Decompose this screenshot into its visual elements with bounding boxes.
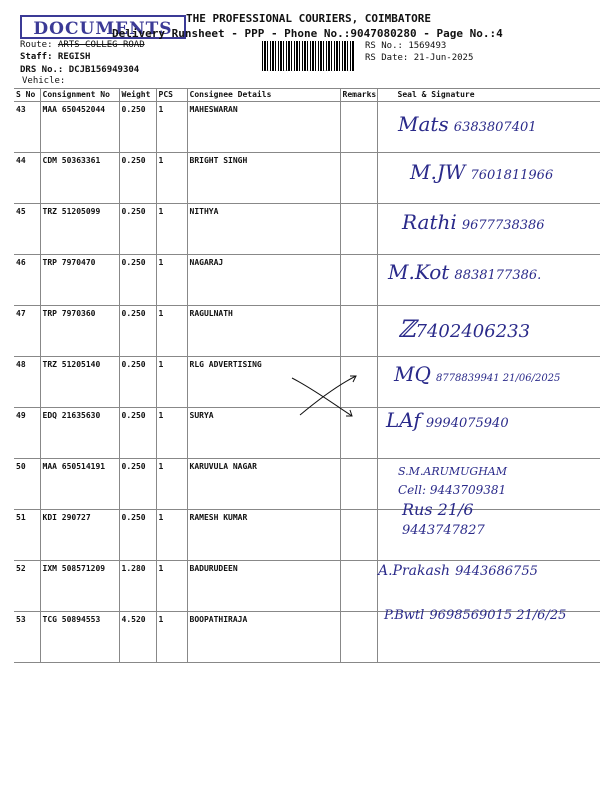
cell-sno: 49 bbox=[14, 408, 40, 459]
handwritten-signature: A.Prakash 9443686755 bbox=[378, 563, 538, 579]
handwritten-signature: Rathi 9677738386 bbox=[402, 210, 545, 234]
cell-pcs: 1 bbox=[156, 204, 187, 255]
cell-weight: 0.250 bbox=[119, 153, 156, 204]
handwritten-signature: ℤ7402406233 bbox=[398, 315, 531, 343]
cell-consignment: IXM 508571209 bbox=[40, 561, 119, 612]
handwritten-signature: P.Bwtl 9698569015 21/6/25 bbox=[384, 608, 567, 623]
cell-remarks bbox=[340, 153, 377, 204]
col-weight: Weight bbox=[119, 89, 156, 102]
cell-pcs: 1 bbox=[156, 153, 187, 204]
cell-weight: 1.280 bbox=[119, 561, 156, 612]
cell-remarks bbox=[340, 459, 377, 510]
cell-weight: 0.250 bbox=[119, 102, 156, 153]
cell-remarks bbox=[340, 102, 377, 153]
cell-pcs: 1 bbox=[156, 306, 187, 357]
cell-consignee: NITHYA bbox=[187, 204, 340, 255]
cell-consignment: MAA 650514191 bbox=[40, 459, 119, 510]
staff-line: Staff: REGISH bbox=[20, 52, 91, 62]
cell-consignee: MAHESWARAN bbox=[187, 102, 340, 153]
cell-weight: 0.250 bbox=[119, 459, 156, 510]
cell-weight: 0.250 bbox=[119, 408, 156, 459]
cell-weight: 0.250 bbox=[119, 204, 156, 255]
cell-consignee: KARUVULA NAGAR bbox=[187, 459, 340, 510]
cell-consignment: KDI 290727 bbox=[40, 510, 119, 561]
table-row bbox=[14, 459, 600, 510]
vehicle-line: Vehicle: bbox=[22, 76, 66, 86]
handwritten-signature: MQ 8778839941 21/06/2025 bbox=[394, 362, 561, 386]
cell-consignee: NAGARAJ bbox=[187, 255, 340, 306]
cell-sno: 45 bbox=[14, 204, 40, 255]
cell-pcs: 1 bbox=[156, 612, 187, 663]
cell-sno: 52 bbox=[14, 561, 40, 612]
cell-consignment: EDQ 21635630 bbox=[40, 408, 119, 459]
cell-consignment: TRZ 51205099 bbox=[40, 204, 119, 255]
col-pcs: PCS bbox=[156, 89, 187, 102]
handwritten-signature: LAf 9994075940 bbox=[386, 408, 509, 432]
cell-remarks bbox=[340, 306, 377, 357]
cell-consignment: MAA 650452044 bbox=[40, 102, 119, 153]
cell-remarks bbox=[340, 561, 377, 612]
cell-weight: 0.250 bbox=[119, 306, 156, 357]
handwritten-signature: M.Kot 8838177386. bbox=[388, 260, 542, 284]
rs-number: RS No.: 1569493 bbox=[365, 41, 447, 51]
col-consignment: Consignment No bbox=[40, 89, 119, 102]
cell-pcs: 1 bbox=[156, 510, 187, 561]
table-header-row bbox=[14, 89, 600, 102]
documents-stamp: DOCUMENTS bbox=[20, 15, 186, 39]
cell-weight: 0.250 bbox=[119, 255, 156, 306]
cell-remarks bbox=[340, 204, 377, 255]
cell-weight: 4.520 bbox=[119, 612, 156, 663]
cell-consignment: CDM 50363361 bbox=[40, 153, 119, 204]
cell-consignment: TRZ 51205140 bbox=[40, 357, 119, 408]
cell-remarks bbox=[340, 510, 377, 561]
cell-consignment: TCG 50894553 bbox=[40, 612, 119, 663]
cell-weight: 0.250 bbox=[119, 357, 156, 408]
col-signature: Seal & Signature bbox=[377, 89, 600, 102]
cell-pcs: 1 bbox=[156, 255, 187, 306]
handwritten-signature: S.M.ARUMUGHAM Cell: 9443709381 bbox=[398, 465, 508, 497]
cell-consignee: BOOPATHIRAJA bbox=[187, 612, 340, 663]
cell-sno: 43 bbox=[14, 102, 40, 153]
col-consignee: Consignee Details bbox=[187, 89, 340, 102]
cell-pcs: 1 bbox=[156, 408, 187, 459]
cell-consignee: RAMESH KUMAR bbox=[187, 510, 340, 561]
col-sno: S No bbox=[14, 89, 40, 102]
cell-sno: 46 bbox=[14, 255, 40, 306]
barcode bbox=[262, 41, 354, 71]
cell-consignee: RAGULNATH bbox=[187, 306, 340, 357]
cell-consignment: TRP 7970470 bbox=[40, 255, 119, 306]
cell-consignee: SURYA bbox=[187, 408, 340, 459]
cell-weight: 0.250 bbox=[119, 510, 156, 561]
cell-pcs: 1 bbox=[156, 102, 187, 153]
cross-mark-icon bbox=[290, 370, 360, 420]
cell-consignee: BADURUDEEN bbox=[187, 561, 340, 612]
route-line bbox=[20, 40, 145, 50]
handwritten-signature: Rus 21/6 9443747827 bbox=[402, 500, 485, 538]
cell-consignment: TRP 7970360 bbox=[40, 306, 119, 357]
cell-remarks bbox=[340, 612, 377, 663]
company-title: THE PROFESSIONAL COURIERS, COIMBATORE bbox=[186, 12, 432, 25]
route-label: Route: bbox=[20, 40, 53, 50]
cell-sno: 44 bbox=[14, 153, 40, 204]
cell-remarks bbox=[340, 255, 377, 306]
cell-sno: 53 bbox=[14, 612, 40, 663]
table-row bbox=[14, 510, 600, 561]
cell-consignee: BRIGHT SINGH bbox=[187, 153, 340, 204]
cell-pcs: 1 bbox=[156, 459, 187, 510]
rs-date: RS Date: 21-Jun-2025 bbox=[365, 53, 474, 63]
cell-sno: 47 bbox=[14, 306, 40, 357]
col-remarks: Remarks bbox=[340, 89, 377, 102]
cell-sno: 50 bbox=[14, 459, 40, 510]
runsheet-subtitle: Delivery Runsheet - PPP - Phone No.:9047080280 - Page No.:4 bbox=[112, 27, 503, 40]
cell-pcs: 1 bbox=[156, 357, 187, 408]
cell-sno: 48 bbox=[14, 357, 40, 408]
handwritten-signature: M.JW 7601811966 bbox=[410, 160, 554, 184]
cell-pcs: 1 bbox=[156, 561, 187, 612]
cell-consignee: RLG ADVERTISING bbox=[187, 357, 340, 408]
handwritten-signature: Mats 6383807401 bbox=[398, 112, 537, 136]
drs-number: DRS No.: DCJB156949304 bbox=[20, 65, 140, 75]
cell-sno: 51 bbox=[14, 510, 40, 561]
route-value: ARTS COLLEG ROAD bbox=[57, 40, 145, 50]
